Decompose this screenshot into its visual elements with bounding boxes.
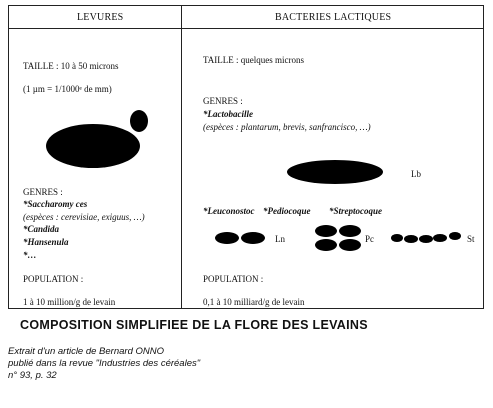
source-line-3: n° 93, p. 32 (8, 370, 57, 381)
levures-species-note: (espèces : cerevisiae, exiguus, …) (23, 212, 145, 222)
levures-population-value: 1 à 10 million/g de levain (23, 297, 116, 307)
source-line-1: Extrait d'un article de Bernard ONNO (8, 346, 164, 357)
streptocoque-icon (391, 232, 461, 243)
pediocoque-icon (315, 225, 361, 251)
label-lb: Lb (411, 169, 421, 179)
bacteries-genres-title: GENRES : (203, 96, 243, 106)
bacteries-genre-lactobacille: *Lactobacille (203, 109, 253, 119)
levures-genre-candida: *Candida (23, 224, 60, 234)
levures-population-title: POPULATION : (23, 274, 84, 284)
label-ln: Ln (275, 234, 285, 244)
yeast-cell-icon (46, 124, 140, 168)
label-st: St (467, 234, 475, 244)
levures-genres-title: GENRES : (23, 187, 63, 197)
levures-unit-note: (1 µm = 1/1000ᵉ de mm) (23, 84, 112, 94)
lactobacille-icon (287, 160, 383, 184)
bacteries-genre-leuconostoc: *Leuconostoc (203, 206, 255, 216)
bacteries-genre-streptocoque: *Streptocoque (329, 206, 382, 216)
levures-genre-hansenula: *Hansenula (23, 237, 69, 247)
leuconostoc-icon (215, 232, 265, 244)
label-pc: Pc (365, 234, 374, 244)
levures-taille: TAILLE : 10 à 50 microns (23, 61, 119, 71)
header-levures: LEVURES (77, 12, 124, 23)
cell-illustrations (9, 6, 485, 310)
levures-genre-etc: *… (23, 250, 37, 260)
header-bacteries: BACTERIES LACTIQUES (275, 12, 392, 23)
yeast-bud-icon (130, 110, 148, 132)
figure-caption: COMPOSITION SIMPLIFIEE DE LA FLORE DES LEVAINS (20, 318, 368, 332)
source-line-2: publié dans la revue "Industries des céréales" (8, 358, 201, 369)
bacteries-population-title: POPULATION : (203, 274, 264, 284)
bacteries-population-value: 0,1 à 10 milliard/g de levain (203, 297, 305, 307)
levures-genre-saccharomyces: *Saccharomy ces (23, 199, 88, 209)
bacteries-genre-pediocoque: *Pediocoque (263, 206, 311, 216)
bacteries-lacto-species: (espèces : plantarum, brevis, sanfrancisco, …) (203, 122, 371, 132)
flora-table (8, 5, 484, 309)
bacteries-taille: TAILLE : quelques microns (203, 55, 305, 65)
